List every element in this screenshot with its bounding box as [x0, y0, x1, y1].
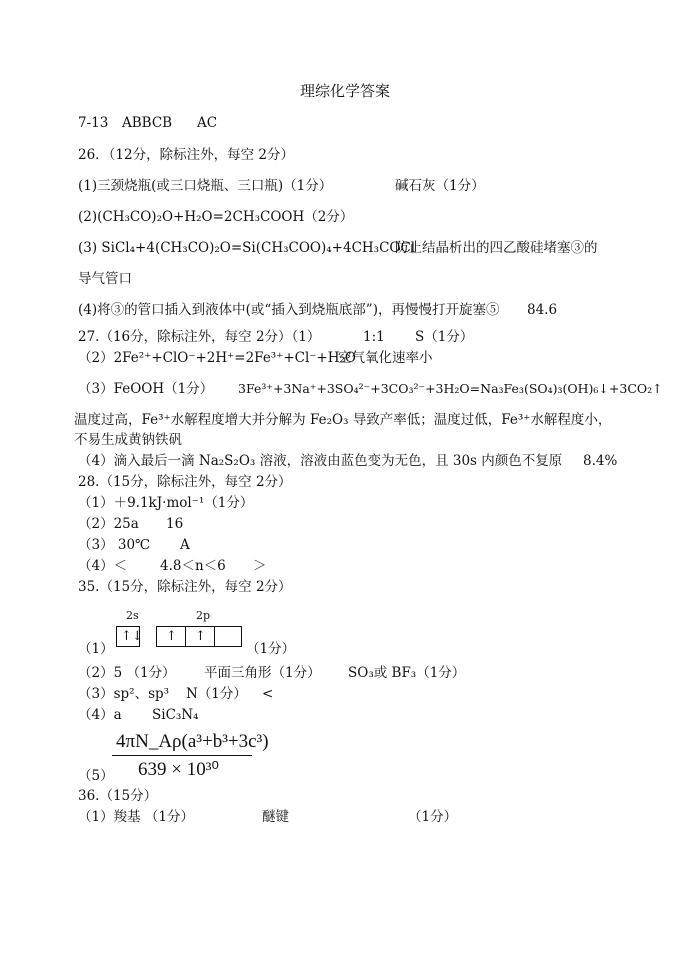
answers-7-11: ABBCB: [122, 115, 173, 131]
q36-header: 36.（15分）: [78, 788, 158, 804]
orbital-box-2p-1: [156, 626, 186, 647]
q35-header: 35.（15分，除标注外，每空 2分）: [78, 579, 292, 595]
q28-3-answer-b: A: [180, 537, 190, 553]
q26-3-reason: 防止结晶析出的四乙酸硅堵塞③的: [395, 240, 598, 256]
q27-3-explanation-cont: 不易生成黄钠铁矾: [74, 432, 182, 448]
formula-numerator: 4πN_Aρ(a³+b³+3c³): [116, 731, 269, 752]
title: 理综化学答案: [300, 82, 391, 100]
q36-1-answer-a: （1）羧基 （1分）: [78, 809, 194, 825]
q28-1-answer: （1）＋9.1kJ·mol⁻¹（1分）: [78, 495, 254, 511]
q28-2-answer-a: （2）25a: [78, 516, 139, 532]
q35-2-answer-b: 平面三角形（1分）: [204, 665, 321, 681]
q35-4-answer-a: （4）a: [78, 707, 122, 723]
up-down-arrow-icon: ↑↓: [121, 629, 143, 644]
formula-denominator: 639 × 10³⁰: [138, 759, 220, 780]
q35-2-answer-c: SO₃或 BF₃（1分）: [348, 665, 466, 681]
q28-4-answer-c: ＞: [253, 558, 267, 574]
q28-4-answer-b: 4.8＜n＜6: [160, 558, 226, 574]
q28-2-answer-b: 16: [166, 516, 184, 532]
q26-3-equation: (3) SiCl₄+4(CH₃CO)₂O=Si(CH₃COO)₄+4CH₃COCl: [78, 240, 416, 256]
orbital-box-2p-2: [185, 626, 215, 647]
q26-3-reason-cont: 导气管口: [78, 271, 132, 287]
q35-3-answer-a: （3）sp²、sp³: [78, 686, 170, 702]
answers-7-13-label: 7-13: [78, 115, 109, 131]
q28-3-answer-a: （3） 30℃: [78, 537, 151, 553]
q27-header: 27.（16分，除标注外，每空 2分）（1）: [78, 329, 321, 345]
q28-4-answer-a: （4）＜: [78, 558, 128, 574]
up-arrow-icon: ↑: [166, 629, 177, 644]
q26-2-answer: (2)(CH₃CO)₂O+H₂O=2CH₃COOH（2分）: [78, 209, 354, 225]
orbital-label-2p: 2p: [196, 609, 211, 622]
q27-4-endpoint: （4）滴入最后一滴 Na₂S₂O₃ 溶液，溶液由蓝色变为无色，且 30s 内颜色不复原: [78, 453, 563, 469]
q26-1-answer-b: 碱石灰（1分）: [395, 178, 485, 194]
q26-header: 26．（12分，除标注外，每空 2分）: [78, 147, 294, 163]
orbital-box-2p-3: [214, 626, 242, 647]
orbital-box-2s: [116, 626, 143, 647]
q27-3-product: （3）FeOOH（1分）: [78, 381, 214, 397]
q27-3-explanation: 温度过高，Fe³⁺水解程度增大并分解为 Fe₂O₃ 导致产率低；温度过低，Fe³⁺水解程度小，: [74, 412, 612, 428]
q27-3-equation: 3Fe³⁺+3Na⁺+3SO₄²⁻+3CO₃²⁻+3H₂O=Na₃Fe₃(SO₄)₃(OH)₆↓+3CO₂↑: [238, 381, 663, 396]
q26-1-answer-a: (1)三颈烧瓶(或三口烧瓶、三口瓶)（1分）: [78, 178, 333, 194]
q35-3-answer-c: <: [262, 686, 274, 702]
q27-1-ratio: 1:1: [363, 329, 385, 345]
q26-4-value: 84.6: [527, 302, 558, 318]
q36-1-answer-b: 醚键: [262, 809, 289, 825]
q27-2-equation: （2）2Fe²⁺+ClO⁻+2H⁺=2Fe³⁺+Cl⁻+H₂O: [78, 350, 356, 366]
q35-3-answer-b: N（1分）: [186, 686, 247, 702]
q36-1-answer-c: （1分）: [408, 809, 458, 825]
q27-4-value: 8.4%: [583, 453, 618, 469]
q35-1-label: （1）: [78, 641, 114, 657]
q27-1-element: S（1分）: [415, 329, 474, 345]
q27-2-reason: 空气氧化速率小: [338, 350, 433, 366]
answers-12-13: AC: [197, 115, 218, 131]
fraction-bar: [112, 755, 252, 756]
q26-4-operation: (4)将③的管口插入到液体中(或“插入到烧瓶底部”)，再慢慢打开旋塞⑤: [78, 302, 500, 318]
q35-2-answer-a: （2）5 （1分）: [78, 665, 176, 681]
up-arrow-icon: ↑: [195, 629, 206, 644]
q35-1-score: （1分）: [246, 641, 296, 657]
orbital-label-2s: 2s: [126, 609, 139, 622]
density-formula: [112, 730, 273, 782]
q35-5-label: （5）: [78, 768, 114, 784]
q28-header: 28.（15分，除标注外，每空 2分）: [78, 474, 292, 490]
q35-4-answer-b: SiC₃N₄: [152, 707, 199, 723]
